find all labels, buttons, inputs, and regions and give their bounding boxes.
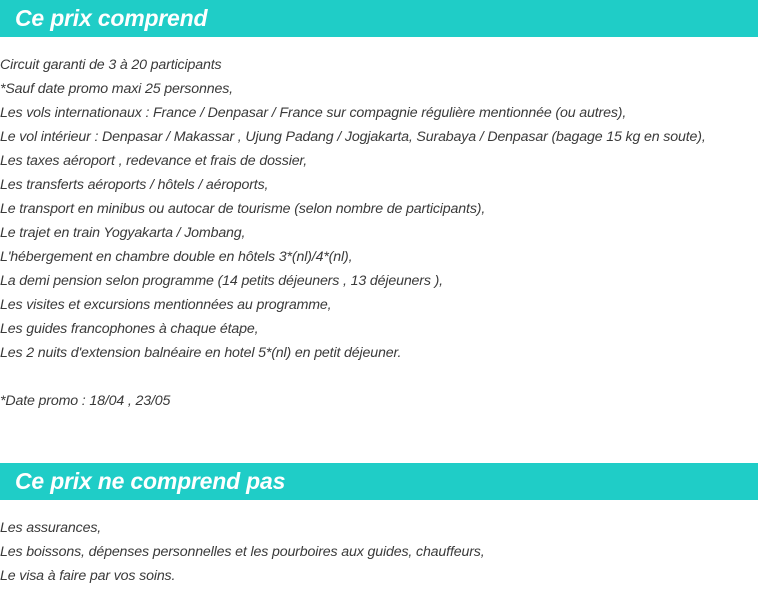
promo-date-note: *Date promo : 18/04 , 23/05 xyxy=(0,393,171,409)
list-item: Les taxes aéroport , redevance et frais de dossier, xyxy=(0,153,308,169)
excludes-list xyxy=(0,516,758,588)
includes-list xyxy=(0,53,758,365)
list-item: Les guides francophones à chaque étape, xyxy=(0,321,259,337)
list-item: Le visa à faire par vos soins. xyxy=(0,568,176,584)
list-item: Les boissons, dépenses personnelles et les pourboires aux guides, chauffeurs, xyxy=(0,544,485,560)
list-item: Circuit garanti de 3 à 20 participants xyxy=(0,57,222,73)
list-item: Les assurances, xyxy=(0,520,102,536)
list-item: Le transport en minibus ou autocar de tourisme (selon nombre de participants), xyxy=(0,201,486,217)
includes-header xyxy=(0,0,758,37)
list-item: L'hébergement en chambre double en hôtels 3*(nl)/4*(nl), xyxy=(0,249,353,265)
list-item: *Sauf date promo maxi 25 personnes, xyxy=(0,81,233,97)
list-item: Les transferts aéroports / hôtels / aéroports, xyxy=(0,177,269,193)
list-item: Les visites et excursions mentionnées au programme, xyxy=(0,297,332,313)
excludes-title: Ce prix ne comprend pas xyxy=(15,468,286,494)
list-item: Le trajet en train Yogyakarta / Jombang, xyxy=(0,225,246,241)
list-item: Les 2 nuits d'extension balnéaire en hotel 5*(nl) en petit déjeuner. xyxy=(0,345,402,361)
excludes-header xyxy=(0,463,758,500)
list-item: Le vol intérieur : Denpasar / Makassar , Ujung Padang / Jogjakarta, Surabaya / Denpasar (bagage 15 kg en soute), xyxy=(0,129,706,145)
includes-title: Ce prix comprend xyxy=(15,5,208,31)
list-item: Les vols internationaux : France / Denpasar / France sur compagnie régulière mentionnée (ou autres), xyxy=(0,105,627,121)
list-item: La demi pension selon programme (14 petits déjeuners , 13 déjeuners ), xyxy=(0,273,443,289)
